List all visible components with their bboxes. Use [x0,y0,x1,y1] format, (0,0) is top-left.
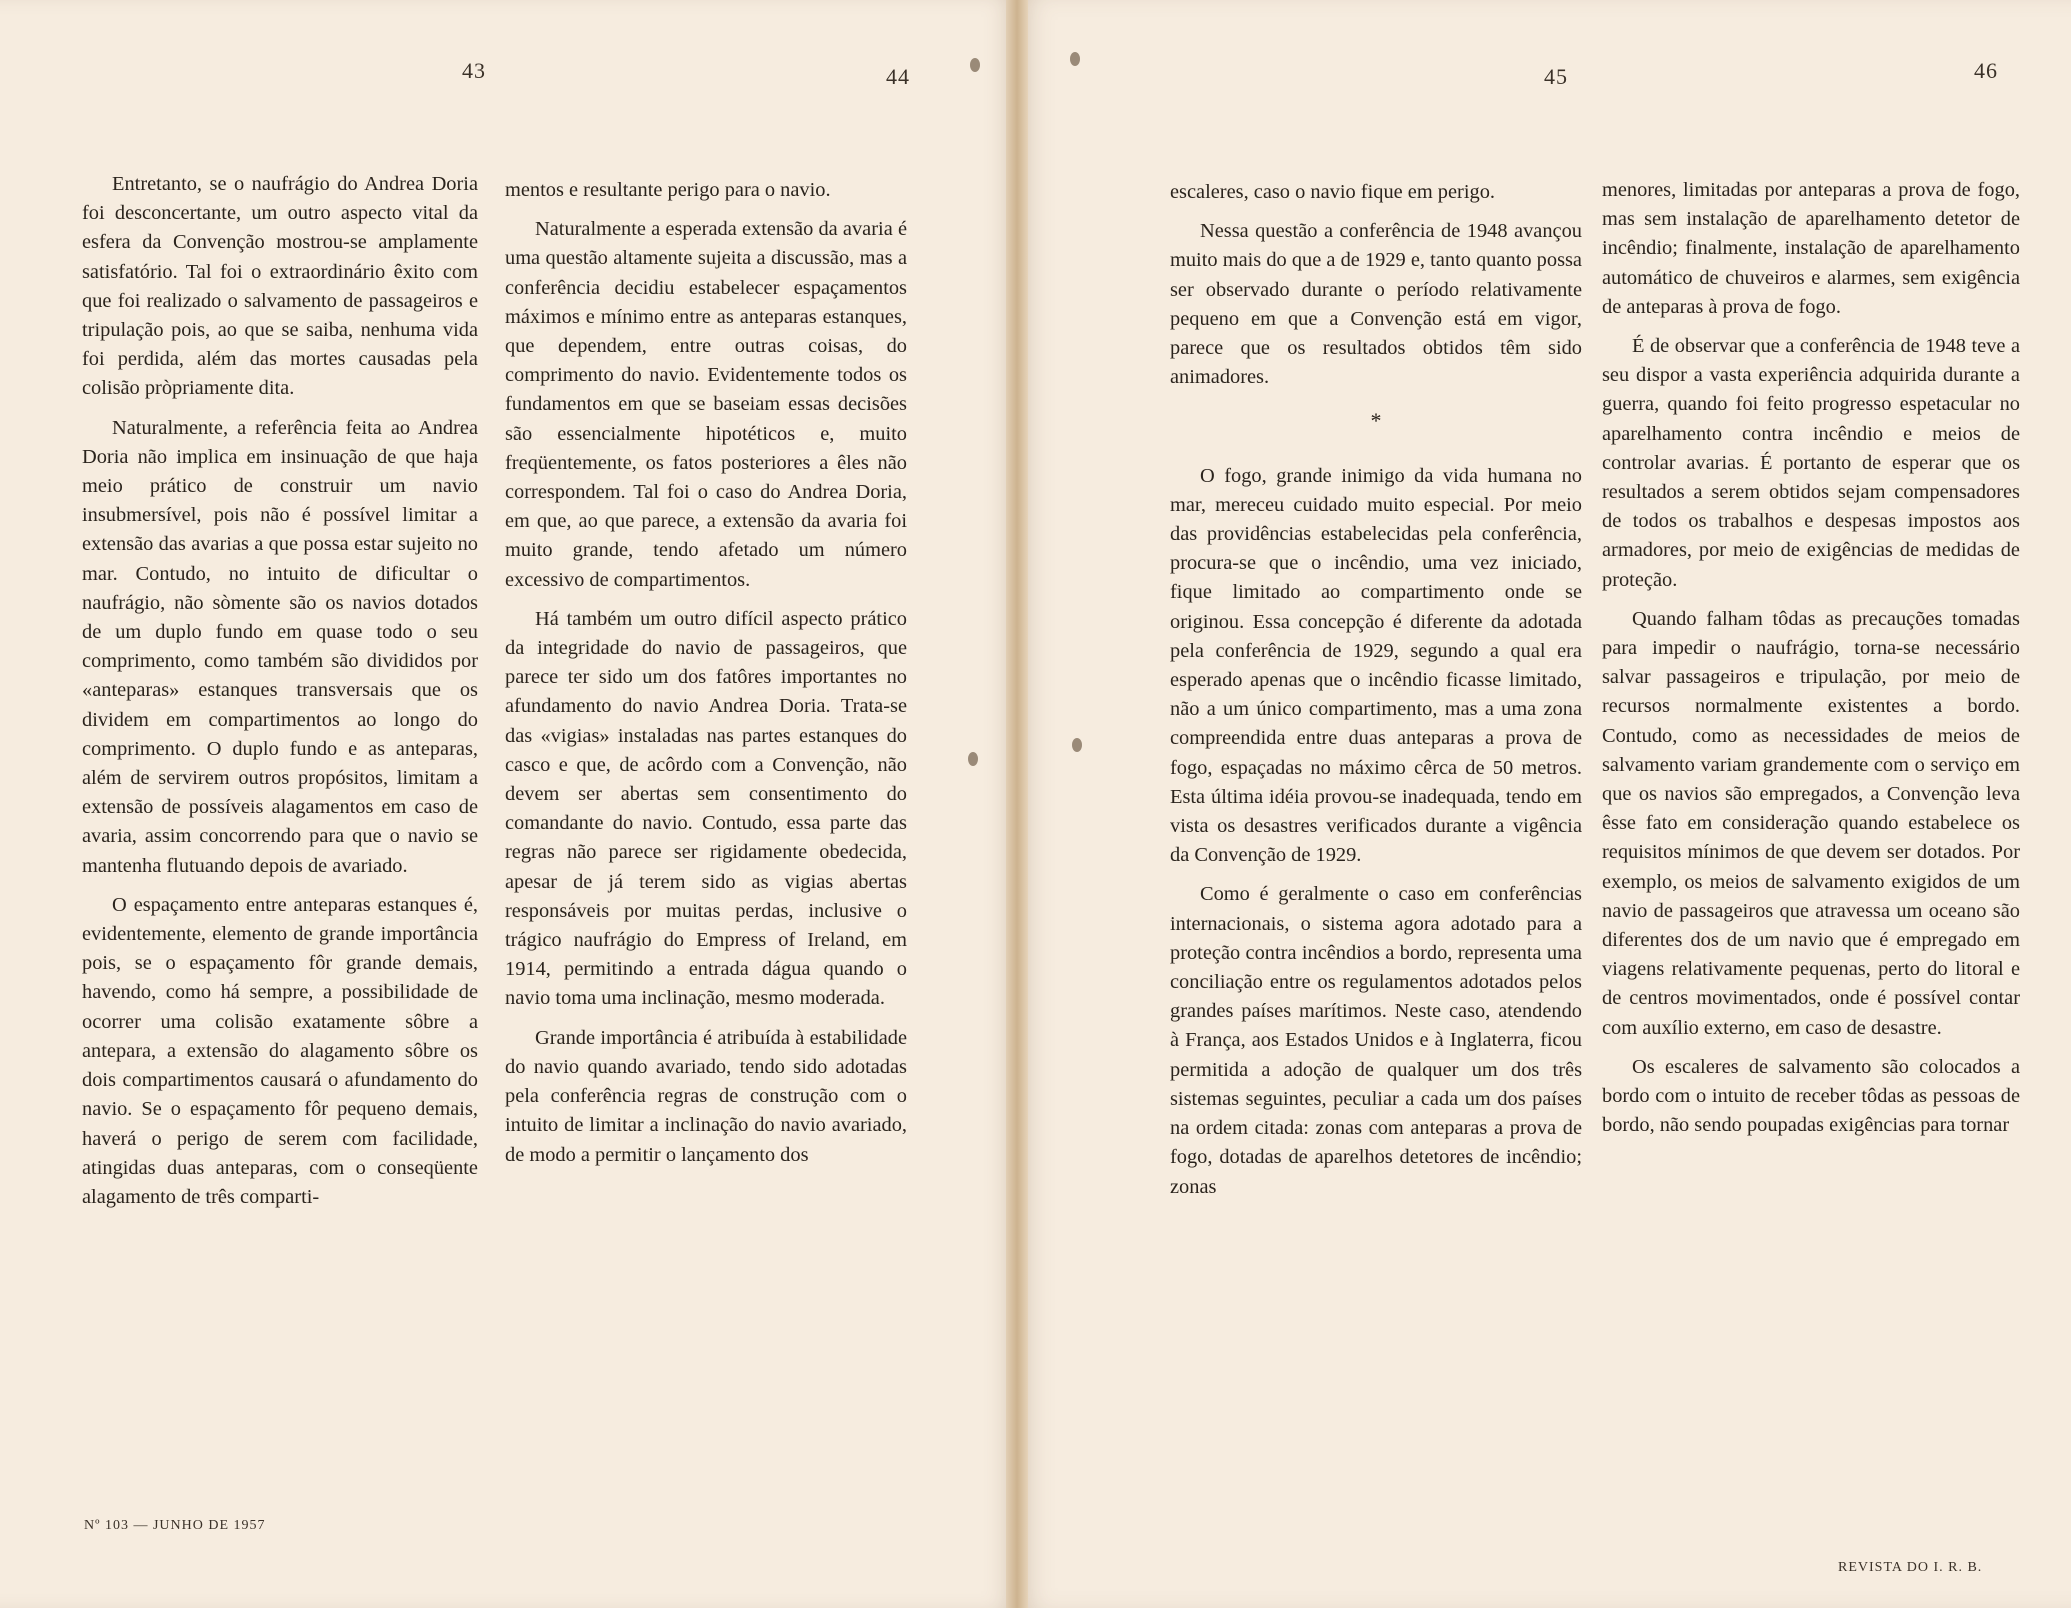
footer-journal: REVISTA DO I. R. B. [1838,1560,1983,1575]
paragraph: Há também um outro difícil aspecto prático da integridade do navio de passageiros, que parece ter sido um dos fatôres importantes no afundamento do navio Andrea Doria. Trata-se das «vigias» instaladas nas partes estanques do casco e que, de acôrdo com a Convenção, não devem ser abertas sem consentimento do comandante do navio. Contudo, essa parte das regras não parece ser rigidamente obedecida, apesar de já terem sido as vigias abertas responsáveis por muitas perdas, inclusive o trágico naufrágio do Empress of Ireland, em 1914, permitindo a entrada dágua quando o navio toma uma inclinação, mesmo moderada. [505,607,907,1010]
continuation-paragraph: mentos e resultante perigo para o navio. [505,179,831,201]
binding-stitch-mark [968,752,978,766]
page-number-43: 43 [462,58,486,83]
footer-issue: Nº 103 — JUNHO DE 1957 [84,1518,266,1533]
paragraph: Naturalmente, a referência feita ao Andrea Doria não implica em insinuação de que haja meio prático de construir um navio insubmersível, pois não é possível limitar a extensão das avarias a que possa estar sujeito no mar. Contudo, no intuito de dificultar o naufrágio, não sòmente são os navios dotados de um duplo fundo em quase todo o seu comprimento, como também são divididos por «anteparas» estanques transversais que os dividem em compartimentos ao longo do comprimento. O duplo fundo e as anteparas, além de servirem outros propósitos, limitam a extensão de possíveis alagamentos em caso de avaria, assim concorrendo para que o navio se mantenha flutuando depois de avariado. [82,416,478,877]
page-46-column [1602,176,2020,1151]
section-separator-star: * [1370,408,1382,434]
paragraph: O espaçamento entre anteparas estanques é, evidentemente, elemento de grande importância pois, se o espaçamento fôr grande demais, havendo, como há sempre, a possibilidade de ocorrer uma colisão exatamente sôbre a antepara, a extensão do alagamento sôbre os dois compartimentos causará o afundamento do navio. Se o espaçamento fôr pequeno demais, haverá o perigo de serem com facilidade, atingidas duas anteparas, com o conseqüente alagamento de três comparti- [82,893,478,1208]
page-44-column [505,176,907,1180]
page-number-46: 46 [1974,58,1998,83]
paragraph: Naturalmente a esperada extensão da avaria é uma questão altamente sujeita a discussão, mas a conferência decidiu estabelecer espaçamentos máximos e mínimo entre as anteparas estanques, que dependem, entre outras coisas, do comprimento do navio. Evidentemente todos os fundamentos em que se baseiam essas decisões são essencialmente hipotéticos e, muito freqüentemente, os fatos posteriores a êles não correspondem. Tal foi o caso do Andrea Doria, em que, ao que parece, a extensão da avaria foi muito grande, tendo afetado um número excessivo de compartimentos. [505,218,907,591]
paragraph: É de observar que a conferência de 1948 teve a seu dispor a vasta experiência adquirida durante a guerra, quando foi feito progresso espetacular no aparelhamento contra incêndio e meios de controlar avarias. É portanto de esperar que os resultados a serem obtidos sejam compensadores de todos os trabalhos e despesas impostos aos armadores, por meio de exigências de medidas de proteção. [1602,335,2020,591]
page-45-column [1170,178,1582,1212]
paragraph: O fogo, grande inimigo da vida humana no mar, mereceu cuidado muito especial. Por meio das providências estabelecidas pela conferência, procura-se que o incêndio, uma vez iniciado, fique limitado ao compartimento onde se originou. Essa concepção é diferente da adotada pela conferência de 1929, segundo a qual era esperado apenas que o incêndio ficasse limitado, não a um único compartimento, mas a uma zona compreendida entre duas anteparas a prova de fogo, espaçadas no máximo cêrca de 50 metros. Esta última idéia provou-se inadequada, tendo em vista os desastres verificados durante a vigência da Convenção de 1929. [1170,464,1582,867]
page-43-column [82,170,478,1222]
continuation-paragraph: menores, limitadas por anteparas a prova de fogo, mas sem instalação de aparelhamento detetor de incêndio; finalmente, instalação de aparelhamento automático de chuveiros e alarmes, sem exigência de anteparas à prova de fogo. [1602,179,2020,318]
binding-stitch-mark [970,58,980,72]
binding-stitch-mark [1070,52,1080,66]
paragraph: Como é geralmente o caso em conferências internacionais, o sistema agora adotado para a proteção contra incêndios a bordo, representa uma conciliação entre os regulamentos adotados pelos grandes países marítimos. Neste caso, atendendo à França, aos Estados Unidos e à Inglaterra, ficou permitida a adoção de qualquer um dos três sistemas seguintes, peculiar a cada um dos países na ordem citada: zonas com anteparas a prova de fogo, dotadas de aparelhos detetores de incêndio; zonas [1170,883,1582,1198]
page-number-44: 44 [886,64,910,89]
paragraph: Nessa questão a conferência de 1948 avançou muito mais do que a de 1929 e, tanto quanto possa ser observado durante o período relativamente pequeno em que a Convenção está em vigor, parece que os resultados obtidos têm sido animadores. [1170,220,1582,389]
paragraph: Quando falham tôdas as precauções tomadas para impedir o naufrágio, torna-se necessário salvar passageiros e tripulação, por meio de recursos normalmente existentes a bordo. Contudo, como as necessidades de meios de salvamento variam grandemente com o serviço em que os navios são empregados, a Convenção leva êsse fato em consideração quando estabelece os requisitos mínimos de que devem ser dotados. Por exemplo, os meios de salvamento exigidos de um navio de passageiros que atravessa um oceano são diferentes dos de um navio que é empregado em viagens relativamente pequenas, perto do litoral e de centros movimentados, onde é possível contar com auxílio externo, em caso de desastre. [1602,607,2020,1039]
continuation-paragraph: escaleres, caso o navio fique em perigo. [1170,181,1495,203]
paragraph: Entretanto, se o naufrágio do Andrea Doria foi desconcertante, um outro aspecto vital da esfera da Convenção mostrou-se amplamente satisfatório. Tal foi o extraordinário êxito com que foi realizado o salvamento de passageiros e tripulação pois, ao que se saiba, nenhuma vida foi perdida, além das mortes causadas pela colisão pròpriamente dita. [82,173,478,400]
binding-stitch-mark [1072,738,1082,752]
paragraph: Grande importância é atribuída à estabilidade do navio quando avariado, tendo sido adotadas pela conferência regras de construção com o intuito de limitar a inclinação do navio avariado, de modo a permitir o lançamento dos [505,1026,907,1166]
paragraph: Os escaleres de salvamento são colocados a bordo com o intuito de receber tôdas as pessoas de bordo, não sendo poupadas exigências para tornar [1602,1055,2020,1137]
page-number-45: 45 [1544,64,1568,89]
binding-gutter [1006,0,1028,1608]
